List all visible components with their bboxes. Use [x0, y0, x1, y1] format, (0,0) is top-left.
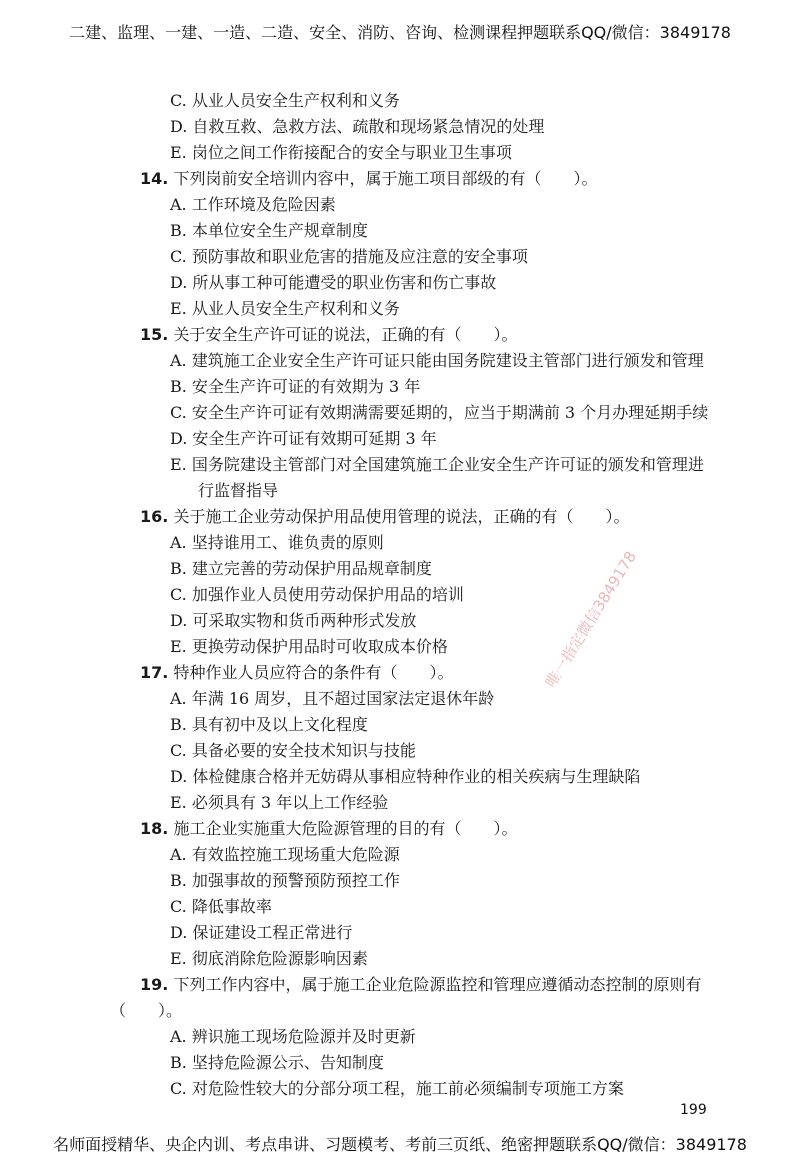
q18-number: 18. [140, 819, 169, 838]
q14-text: 下列岗前安全培训内容中，属于施工项目部级的有（ ）。 [173, 169, 598, 188]
q16-option-d: D. 可采取实物和货币两种形式发放 [170, 611, 417, 630]
q19-stem-continued: （ ）。 [110, 1001, 183, 1020]
q18-stem [0, 816, 800, 842]
q13-option-e: E. 岗位之间工作衔接配合的安全与职业卫生事项 [170, 143, 512, 162]
q15-number: 15. [140, 325, 169, 344]
q18-option-b: B. 加强事故的预警预防预控工作 [170, 871, 400, 890]
q14-stem [0, 166, 800, 192]
q15-stem [0, 322, 800, 348]
q16-text: 关于施工企业劳动保护用品使用管理的说法，正确的有（ ）。 [173, 507, 630, 526]
q15-option-c: C. 安全生产许可证有效期满需要延期的，应当于期满前 3 个月办理延期手续 [170, 403, 709, 422]
q15-option-e-continued: 行监督指导 [198, 481, 279, 500]
q17-option-a: A. 年满 16 周岁，且不超过国家法定退休年龄 [170, 689, 495, 708]
q16-number: 16. [140, 507, 169, 526]
q19-number: 19. [140, 975, 169, 994]
q17-option-d: D. 体检健康合格并无妨碍从事相应特种作业的相关疾病与生理缺陷 [170, 767, 641, 786]
q14-number: 14. [140, 169, 169, 188]
q16-stem [0, 504, 800, 530]
q14-option-a: A. 工作环境及危险因素 [170, 195, 336, 214]
q13-option-d: D. 自救互救、急救方法、疏散和现场紧急情况的处理 [170, 117, 545, 136]
q18-option-c: C. 降低事故率 [170, 897, 272, 916]
q19-option-a: A. 辨识施工现场危险源并及时更新 [170, 1027, 416, 1046]
q18-option-e: E. 彻底消除危险源影响因素 [170, 949, 368, 968]
q14-option-d: D. 所从事工种可能遭受的职业伤害和伤亡事故 [170, 273, 497, 292]
q14-option-c: C. 预防事故和职业危害的措施及应注意的安全事项 [170, 247, 528, 266]
q18-option-d: D. 保证建设工程正常进行 [170, 923, 353, 942]
q17-option-b: B. 具有初中及以上文化程度 [170, 715, 368, 734]
q15-option-a: A. 建筑施工企业安全生产许可证只能由国务院建设主管部门进行颁发和管理 [170, 351, 704, 370]
watermark-text: 唯一指定微信3849178 [541, 548, 641, 691]
q18-option-a: A. 有效监控施工现场重大危险源 [170, 845, 400, 864]
q17-option-e: E. 必须具有 3 年以上工作经验 [170, 793, 389, 812]
q15-text: 关于安全生产许可证的说法，正确的有（ ）。 [173, 325, 518, 344]
footer-banner: 名师面授精华、央企内训、考点串讲、习题模考、考前三页纸、绝密押题联系QQ/微信：3849178 [53, 1135, 747, 1154]
q14-option-b: B. 本单位安全生产规章制度 [170, 221, 368, 240]
q14-option-e: E. 从业人员安全生产权利和义务 [170, 299, 400, 318]
q16-option-e: E. 更换劳动保护用品时可收取成本价格 [170, 637, 448, 656]
q16-option-c: C. 加强作业人员使用劳动保护用品的培训 [170, 585, 464, 604]
q19-text: 下列工作内容中，属于施工企业危险源监控和管理应遵循动态控制的原则有 [173, 975, 702, 994]
header-banner: 二建、监理、一建、一造、二造、安全、消防、咨询、检测课程押题联系QQ/微信：3849178 [69, 23, 731, 42]
q17-stem [0, 660, 800, 686]
q13-option-c: C. 从业人员安全生产权利和义务 [170, 91, 400, 110]
q17-number: 17. [140, 663, 169, 682]
q17-text: 特种作业人员应符合的条件有（ ）。 [173, 663, 454, 682]
q15-option-b: B. 安全生产许可证的有效期为 3 年 [170, 377, 421, 396]
question-page [0, 88, 800, 1102]
q19-option-c: C. 对危险性较大的分部分项工程，施工前必须编制专项施工方案 [170, 1079, 624, 1098]
page-number: 199 [680, 1102, 707, 1118]
q18-text: 施工企业实施重大危险源管理的目的有（ ）。 [173, 819, 518, 838]
q19-option-b: B. 坚持危险源公示、告知制度 [170, 1053, 384, 1072]
q15-option-d: D. 安全生产许可证有效期可延期 3 年 [170, 429, 437, 448]
q17-option-c: C. 具备必要的安全技术知识与技能 [170, 741, 416, 760]
q16-option-b: B. 建立完善的劳动保护用品规章制度 [170, 559, 432, 578]
q16-option-a: A. 坚持谁用工、谁负责的原则 [170, 533, 384, 552]
q15-option-e: E. 国务院建设主管部门对全国建筑施工企业安全生产许可证的颁发和管理进 [170, 455, 704, 474]
q19-stem [0, 972, 800, 998]
